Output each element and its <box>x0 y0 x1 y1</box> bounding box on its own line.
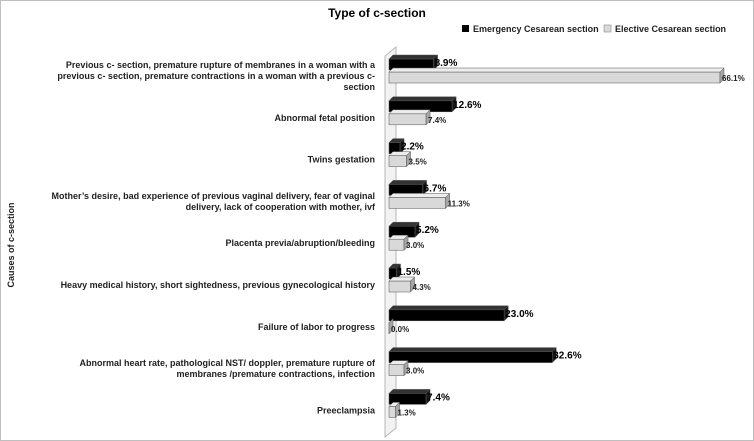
chart-title: Type of c-section <box>328 6 426 20</box>
bar-elective <box>389 110 430 125</box>
category-label: Preeclampsia <box>316 405 375 416</box>
legend <box>462 24 726 34</box>
category-labels <box>52 60 376 415</box>
bar-elective <box>389 277 415 292</box>
data-label-emergency: 32.6% <box>553 350 582 362</box>
category-label: Previous c- section, premature rupture of membranes in a woman with a previous c- section, premature contractions in a woman with a previous c-section <box>57 60 375 92</box>
data-label-elective: 3.0% <box>406 241 425 251</box>
data-label-emergency: 5.2% <box>416 225 439 237</box>
bar-emergency <box>389 348 556 363</box>
category-label: Failure of labor to progress <box>257 321 375 332</box>
data-label-emergency: 2.2% <box>401 141 424 153</box>
bar-emergency <box>389 306 508 321</box>
bar-elective <box>389 152 411 167</box>
legend-label-emergency: Emergency Cesarean section <box>473 24 599 34</box>
legend-swatch-elective <box>604 25 611 32</box>
data-label-elective: 66.1% <box>722 74 745 83</box>
data-label-elective: 3.5% <box>408 157 427 167</box>
data-label-emergency: 7.4% <box>427 392 450 404</box>
data-label-emergency: 12.6% <box>453 99 482 111</box>
data-label-emergency: 8.9% <box>434 58 458 69</box>
category-label: Abnormal heart rate, pathological NST/ doppler, premature rupture of membranes /premature contractions, infection <box>79 358 375 380</box>
data-label-emergency: 23.0% <box>505 308 534 320</box>
data-label-elective: 3.0% <box>406 366 425 376</box>
data-label-elective: 1.3% <box>397 408 416 418</box>
data-label-elective: 7.4% <box>428 115 447 125</box>
category-label: Twins gestation <box>307 154 375 165</box>
legend-swatch-emergency <box>462 25 469 32</box>
bar-elective <box>389 68 724 83</box>
data-label-elective: 11.3% <box>447 199 470 209</box>
bars <box>389 55 724 417</box>
category-label: Heavy medical history, short sightedness, previous gynecological history <box>60 280 375 290</box>
category-label: Mother’s desire, bad experience of previous vaginal delivery, fear of vaginal delivery, lack of cooperation with mother, ivf <box>51 190 375 212</box>
data-label-elective: 0.0% <box>391 324 410 334</box>
data-label-emergency: 1.5% <box>397 267 421 278</box>
category-label: Abnormal fetal position <box>274 112 375 123</box>
legend-label-elective: Elective Cesarean section <box>615 24 727 34</box>
category-label: Placenta previa/abruption/bleeding <box>225 238 375 249</box>
data-label-elective: 4.3% <box>412 283 431 292</box>
y-axis-title: Causes of c-section <box>6 202 16 288</box>
bar-elective <box>389 193 450 208</box>
data-label-emergency: 6.7% <box>423 183 447 195</box>
